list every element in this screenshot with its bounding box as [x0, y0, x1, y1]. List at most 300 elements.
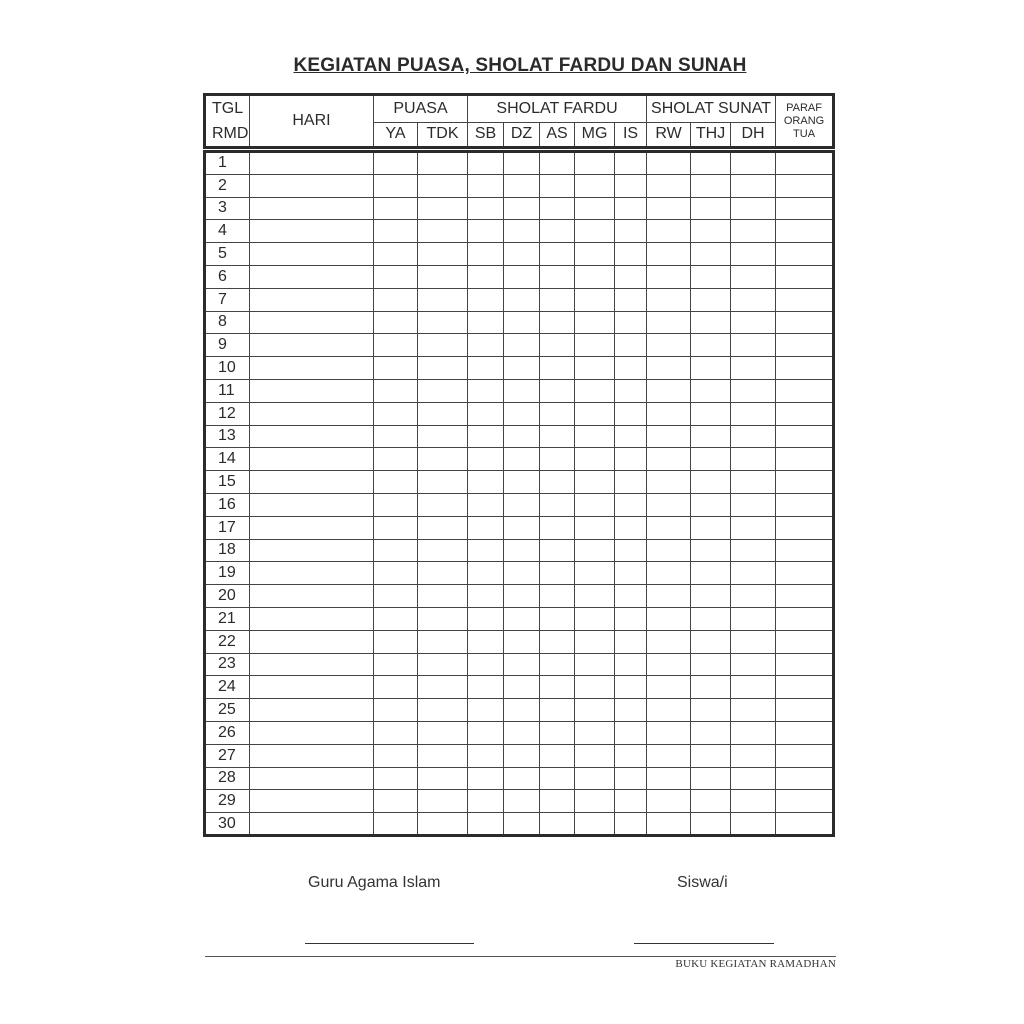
- dh-cell[interactable]: [731, 562, 776, 585]
- is-cell[interactable]: [615, 653, 647, 676]
- dz-cell[interactable]: [504, 379, 540, 402]
- rw-cell[interactable]: [647, 220, 691, 243]
- hari-cell[interactable]: [250, 676, 374, 699]
- mg-cell[interactable]: [575, 220, 615, 243]
- rw-cell[interactable]: [647, 744, 691, 767]
- rw-cell[interactable]: [647, 767, 691, 790]
- mg-cell[interactable]: [575, 585, 615, 608]
- rw-cell[interactable]: [647, 699, 691, 722]
- is-cell[interactable]: [615, 699, 647, 722]
- as-cell[interactable]: [540, 653, 575, 676]
- thj-cell[interactable]: [691, 813, 731, 836]
- as-cell[interactable]: [540, 699, 575, 722]
- dz-cell[interactable]: [504, 243, 540, 266]
- thj-cell[interactable]: [691, 152, 731, 175]
- tdk-cell[interactable]: [418, 220, 468, 243]
- paraf-cell[interactable]: [776, 493, 834, 516]
- hari-cell[interactable]: [250, 243, 374, 266]
- as-cell[interactable]: [540, 197, 575, 220]
- thj-cell[interactable]: [691, 471, 731, 494]
- as-cell[interactable]: [540, 471, 575, 494]
- is-cell[interactable]: [615, 721, 647, 744]
- rw-cell[interactable]: [647, 448, 691, 471]
- hari-cell[interactable]: [250, 197, 374, 220]
- sb-cell[interactable]: [468, 676, 504, 699]
- hari-cell[interactable]: [250, 493, 374, 516]
- paraf-cell[interactable]: [776, 630, 834, 653]
- paraf-cell[interactable]: [776, 767, 834, 790]
- tdk-cell[interactable]: [418, 607, 468, 630]
- tdk-cell[interactable]: [418, 448, 468, 471]
- ya-cell[interactable]: [374, 152, 418, 175]
- hari-cell[interactable]: [250, 790, 374, 813]
- is-cell[interactable]: [615, 813, 647, 836]
- tdk-cell[interactable]: [418, 630, 468, 653]
- paraf-cell[interactable]: [776, 790, 834, 813]
- mg-cell[interactable]: [575, 402, 615, 425]
- hari-cell[interactable]: [250, 334, 374, 357]
- mg-cell[interactable]: [575, 288, 615, 311]
- dz-cell[interactable]: [504, 790, 540, 813]
- paraf-cell[interactable]: [776, 265, 834, 288]
- dh-cell[interactable]: [731, 585, 776, 608]
- ya-cell[interactable]: [374, 676, 418, 699]
- ya-cell[interactable]: [374, 471, 418, 494]
- as-cell[interactable]: [540, 425, 575, 448]
- rw-cell[interactable]: [647, 630, 691, 653]
- dh-cell[interactable]: [731, 516, 776, 539]
- sb-cell[interactable]: [468, 516, 504, 539]
- ya-cell[interactable]: [374, 425, 418, 448]
- dh-cell[interactable]: [731, 265, 776, 288]
- ya-cell[interactable]: [374, 539, 418, 562]
- sb-cell[interactable]: [468, 813, 504, 836]
- paraf-cell[interactable]: [776, 585, 834, 608]
- mg-cell[interactable]: [575, 265, 615, 288]
- ya-cell[interactable]: [374, 653, 418, 676]
- is-cell[interactable]: [615, 288, 647, 311]
- thj-cell[interactable]: [691, 744, 731, 767]
- mg-cell[interactable]: [575, 425, 615, 448]
- ya-cell[interactable]: [374, 813, 418, 836]
- dh-cell[interactable]: [731, 790, 776, 813]
- ya-cell[interactable]: [374, 516, 418, 539]
- is-cell[interactable]: [615, 197, 647, 220]
- mg-cell[interactable]: [575, 174, 615, 197]
- hari-cell[interactable]: [250, 813, 374, 836]
- sb-cell[interactable]: [468, 767, 504, 790]
- mg-cell[interactable]: [575, 767, 615, 790]
- dz-cell[interactable]: [504, 630, 540, 653]
- hari-cell[interactable]: [250, 357, 374, 380]
- tdk-cell[interactable]: [418, 539, 468, 562]
- hari-cell[interactable]: [250, 699, 374, 722]
- as-cell[interactable]: [540, 288, 575, 311]
- dz-cell[interactable]: [504, 699, 540, 722]
- hari-cell[interactable]: [250, 539, 374, 562]
- paraf-cell[interactable]: [776, 813, 834, 836]
- is-cell[interactable]: [615, 493, 647, 516]
- tdk-cell[interactable]: [418, 767, 468, 790]
- tdk-cell[interactable]: [418, 813, 468, 836]
- dh-cell[interactable]: [731, 699, 776, 722]
- is-cell[interactable]: [615, 425, 647, 448]
- paraf-cell[interactable]: [776, 425, 834, 448]
- is-cell[interactable]: [615, 607, 647, 630]
- ya-cell[interactable]: [374, 721, 418, 744]
- ya-cell[interactable]: [374, 630, 418, 653]
- dh-cell[interactable]: [731, 471, 776, 494]
- mg-cell[interactable]: [575, 471, 615, 494]
- hari-cell[interactable]: [250, 288, 374, 311]
- mg-cell[interactable]: [575, 539, 615, 562]
- as-cell[interactable]: [540, 152, 575, 175]
- thj-cell[interactable]: [691, 539, 731, 562]
- dh-cell[interactable]: [731, 334, 776, 357]
- hari-cell[interactable]: [250, 562, 374, 585]
- rw-cell[interactable]: [647, 653, 691, 676]
- hari-cell[interactable]: [250, 311, 374, 334]
- tdk-cell[interactable]: [418, 265, 468, 288]
- rw-cell[interactable]: [647, 721, 691, 744]
- dh-cell[interactable]: [731, 220, 776, 243]
- dz-cell[interactable]: [504, 721, 540, 744]
- as-cell[interactable]: [540, 562, 575, 585]
- dh-cell[interactable]: [731, 288, 776, 311]
- as-cell[interactable]: [540, 379, 575, 402]
- is-cell[interactable]: [615, 357, 647, 380]
- as-cell[interactable]: [540, 402, 575, 425]
- dh-cell[interactable]: [731, 653, 776, 676]
- paraf-cell[interactable]: [776, 699, 834, 722]
- mg-cell[interactable]: [575, 311, 615, 334]
- thj-cell[interactable]: [691, 265, 731, 288]
- hari-cell[interactable]: [250, 174, 374, 197]
- sb-cell[interactable]: [468, 357, 504, 380]
- mg-cell[interactable]: [575, 516, 615, 539]
- ya-cell[interactable]: [374, 357, 418, 380]
- thj-cell[interactable]: [691, 585, 731, 608]
- mg-cell[interactable]: [575, 630, 615, 653]
- hari-cell[interactable]: [250, 653, 374, 676]
- as-cell[interactable]: [540, 630, 575, 653]
- hari-cell[interactable]: [250, 585, 374, 608]
- rw-cell[interactable]: [647, 402, 691, 425]
- paraf-cell[interactable]: [776, 471, 834, 494]
- paraf-cell[interactable]: [776, 379, 834, 402]
- dh-cell[interactable]: [731, 152, 776, 175]
- rw-cell[interactable]: [647, 311, 691, 334]
- rw-cell[interactable]: [647, 425, 691, 448]
- sb-cell[interactable]: [468, 334, 504, 357]
- is-cell[interactable]: [615, 402, 647, 425]
- sb-cell[interactable]: [468, 425, 504, 448]
- rw-cell[interactable]: [647, 357, 691, 380]
- signature-line-guru[interactable]: [305, 943, 474, 944]
- sb-cell[interactable]: [468, 174, 504, 197]
- as-cell[interactable]: [540, 790, 575, 813]
- dh-cell[interactable]: [731, 379, 776, 402]
- dh-cell[interactable]: [731, 721, 776, 744]
- dh-cell[interactable]: [731, 174, 776, 197]
- dh-cell[interactable]: [731, 311, 776, 334]
- rw-cell[interactable]: [647, 471, 691, 494]
- dz-cell[interactable]: [504, 585, 540, 608]
- mg-cell[interactable]: [575, 379, 615, 402]
- is-cell[interactable]: [615, 539, 647, 562]
- dz-cell[interactable]: [504, 357, 540, 380]
- paraf-cell[interactable]: [776, 539, 834, 562]
- ya-cell[interactable]: [374, 699, 418, 722]
- as-cell[interactable]: [540, 265, 575, 288]
- ya-cell[interactable]: [374, 493, 418, 516]
- ya-cell[interactable]: [374, 334, 418, 357]
- is-cell[interactable]: [615, 265, 647, 288]
- is-cell[interactable]: [615, 311, 647, 334]
- is-cell[interactable]: [615, 471, 647, 494]
- tdk-cell[interactable]: [418, 676, 468, 699]
- dz-cell[interactable]: [504, 152, 540, 175]
- ya-cell[interactable]: [374, 265, 418, 288]
- dh-cell[interactable]: [731, 425, 776, 448]
- ya-cell[interactable]: [374, 174, 418, 197]
- sb-cell[interactable]: [468, 790, 504, 813]
- sb-cell[interactable]: [468, 311, 504, 334]
- paraf-cell[interactable]: [776, 516, 834, 539]
- as-cell[interactable]: [540, 357, 575, 380]
- dh-cell[interactable]: [731, 767, 776, 790]
- dh-cell[interactable]: [731, 493, 776, 516]
- rw-cell[interactable]: [647, 607, 691, 630]
- is-cell[interactable]: [615, 516, 647, 539]
- sb-cell[interactable]: [468, 493, 504, 516]
- paraf-cell[interactable]: [776, 288, 834, 311]
- as-cell[interactable]: [540, 174, 575, 197]
- paraf-cell[interactable]: [776, 220, 834, 243]
- as-cell[interactable]: [540, 813, 575, 836]
- as-cell[interactable]: [540, 585, 575, 608]
- rw-cell[interactable]: [647, 243, 691, 266]
- thj-cell[interactable]: [691, 767, 731, 790]
- paraf-cell[interactable]: [776, 744, 834, 767]
- rw-cell[interactable]: [647, 676, 691, 699]
- hari-cell[interactable]: [250, 379, 374, 402]
- as-cell[interactable]: [540, 516, 575, 539]
- sb-cell[interactable]: [468, 152, 504, 175]
- is-cell[interactable]: [615, 790, 647, 813]
- thj-cell[interactable]: [691, 448, 731, 471]
- ya-cell[interactable]: [374, 585, 418, 608]
- sb-cell[interactable]: [468, 220, 504, 243]
- dh-cell[interactable]: [731, 539, 776, 562]
- as-cell[interactable]: [540, 220, 575, 243]
- dz-cell[interactable]: [504, 334, 540, 357]
- dz-cell[interactable]: [504, 197, 540, 220]
- dz-cell[interactable]: [504, 653, 540, 676]
- ya-cell[interactable]: [374, 744, 418, 767]
- ya-cell[interactable]: [374, 448, 418, 471]
- ya-cell[interactable]: [374, 402, 418, 425]
- dh-cell[interactable]: [731, 813, 776, 836]
- dz-cell[interactable]: [504, 311, 540, 334]
- dh-cell[interactable]: [731, 607, 776, 630]
- mg-cell[interactable]: [575, 607, 615, 630]
- ya-cell[interactable]: [374, 288, 418, 311]
- dz-cell[interactable]: [504, 813, 540, 836]
- is-cell[interactable]: [615, 379, 647, 402]
- sb-cell[interactable]: [468, 288, 504, 311]
- hari-cell[interactable]: [250, 220, 374, 243]
- tdk-cell[interactable]: [418, 402, 468, 425]
- sb-cell[interactable]: [468, 471, 504, 494]
- paraf-cell[interactable]: [776, 334, 834, 357]
- tdk-cell[interactable]: [418, 790, 468, 813]
- dh-cell[interactable]: [731, 630, 776, 653]
- hari-cell[interactable]: [250, 152, 374, 175]
- is-cell[interactable]: [615, 174, 647, 197]
- thj-cell[interactable]: [691, 516, 731, 539]
- dz-cell[interactable]: [504, 402, 540, 425]
- as-cell[interactable]: [540, 767, 575, 790]
- thj-cell[interactable]: [691, 699, 731, 722]
- tdk-cell[interactable]: [418, 425, 468, 448]
- paraf-cell[interactable]: [776, 197, 834, 220]
- rw-cell[interactable]: [647, 334, 691, 357]
- is-cell[interactable]: [615, 744, 647, 767]
- is-cell[interactable]: [615, 562, 647, 585]
- dz-cell[interactable]: [504, 562, 540, 585]
- mg-cell[interactable]: [575, 357, 615, 380]
- as-cell[interactable]: [540, 311, 575, 334]
- dz-cell[interactable]: [504, 767, 540, 790]
- tdk-cell[interactable]: [418, 311, 468, 334]
- rw-cell[interactable]: [647, 197, 691, 220]
- mg-cell[interactable]: [575, 197, 615, 220]
- thj-cell[interactable]: [691, 790, 731, 813]
- dz-cell[interactable]: [504, 265, 540, 288]
- paraf-cell[interactable]: [776, 721, 834, 744]
- is-cell[interactable]: [615, 152, 647, 175]
- tdk-cell[interactable]: [418, 699, 468, 722]
- thj-cell[interactable]: [691, 334, 731, 357]
- mg-cell[interactable]: [575, 653, 615, 676]
- sb-cell[interactable]: [468, 448, 504, 471]
- mg-cell[interactable]: [575, 334, 615, 357]
- mg-cell[interactable]: [575, 562, 615, 585]
- dz-cell[interactable]: [504, 493, 540, 516]
- as-cell[interactable]: [540, 448, 575, 471]
- tdk-cell[interactable]: [418, 516, 468, 539]
- tdk-cell[interactable]: [418, 471, 468, 494]
- hari-cell[interactable]: [250, 721, 374, 744]
- paraf-cell[interactable]: [776, 152, 834, 175]
- signature-line-siswa[interactable]: [634, 943, 774, 944]
- dz-cell[interactable]: [504, 744, 540, 767]
- rw-cell[interactable]: [647, 585, 691, 608]
- mg-cell[interactable]: [575, 721, 615, 744]
- is-cell[interactable]: [615, 220, 647, 243]
- tdk-cell[interactable]: [418, 334, 468, 357]
- sb-cell[interactable]: [468, 265, 504, 288]
- ya-cell[interactable]: [374, 562, 418, 585]
- mg-cell[interactable]: [575, 813, 615, 836]
- tdk-cell[interactable]: [418, 379, 468, 402]
- dh-cell[interactable]: [731, 243, 776, 266]
- thj-cell[interactable]: [691, 174, 731, 197]
- dh-cell[interactable]: [731, 448, 776, 471]
- thj-cell[interactable]: [691, 220, 731, 243]
- dz-cell[interactable]: [504, 607, 540, 630]
- sb-cell[interactable]: [468, 630, 504, 653]
- paraf-cell[interactable]: [776, 357, 834, 380]
- thj-cell[interactable]: [691, 676, 731, 699]
- as-cell[interactable]: [540, 243, 575, 266]
- paraf-cell[interactable]: [776, 311, 834, 334]
- hari-cell[interactable]: [250, 630, 374, 653]
- ya-cell[interactable]: [374, 311, 418, 334]
- rw-cell[interactable]: [647, 562, 691, 585]
- thj-cell[interactable]: [691, 357, 731, 380]
- tdk-cell[interactable]: [418, 288, 468, 311]
- tdk-cell[interactable]: [418, 174, 468, 197]
- thj-cell[interactable]: [691, 379, 731, 402]
- paraf-cell[interactable]: [776, 562, 834, 585]
- rw-cell[interactable]: [647, 790, 691, 813]
- thj-cell[interactable]: [691, 630, 731, 653]
- mg-cell[interactable]: [575, 448, 615, 471]
- hari-cell[interactable]: [250, 402, 374, 425]
- paraf-cell[interactable]: [776, 402, 834, 425]
- hari-cell[interactable]: [250, 607, 374, 630]
- paraf-cell[interactable]: [776, 243, 834, 266]
- rw-cell[interactable]: [647, 516, 691, 539]
- dh-cell[interactable]: [731, 402, 776, 425]
- thj-cell[interactable]: [691, 243, 731, 266]
- thj-cell[interactable]: [691, 197, 731, 220]
- paraf-cell[interactable]: [776, 607, 834, 630]
- tdk-cell[interactable]: [418, 152, 468, 175]
- dz-cell[interactable]: [504, 174, 540, 197]
- hari-cell[interactable]: [250, 265, 374, 288]
- dh-cell[interactable]: [731, 676, 776, 699]
- rw-cell[interactable]: [647, 152, 691, 175]
- hari-cell[interactable]: [250, 471, 374, 494]
- hari-cell[interactable]: [250, 425, 374, 448]
- as-cell[interactable]: [540, 539, 575, 562]
- mg-cell[interactable]: [575, 699, 615, 722]
- tdk-cell[interactable]: [418, 744, 468, 767]
- hari-cell[interactable]: [250, 516, 374, 539]
- ya-cell[interactable]: [374, 767, 418, 790]
- dz-cell[interactable]: [504, 220, 540, 243]
- is-cell[interactable]: [615, 334, 647, 357]
- paraf-cell[interactable]: [776, 653, 834, 676]
- sb-cell[interactable]: [468, 721, 504, 744]
- paraf-cell[interactable]: [776, 174, 834, 197]
- paraf-cell[interactable]: [776, 448, 834, 471]
- tdk-cell[interactable]: [418, 243, 468, 266]
- hari-cell[interactable]: [250, 448, 374, 471]
- ya-cell[interactable]: [374, 243, 418, 266]
- thj-cell[interactable]: [691, 311, 731, 334]
- rw-cell[interactable]: [647, 539, 691, 562]
- sb-cell[interactable]: [468, 699, 504, 722]
- dz-cell[interactable]: [504, 425, 540, 448]
- tdk-cell[interactable]: [418, 197, 468, 220]
- dh-cell[interactable]: [731, 197, 776, 220]
- as-cell[interactable]: [540, 676, 575, 699]
- hari-cell[interactable]: [250, 744, 374, 767]
